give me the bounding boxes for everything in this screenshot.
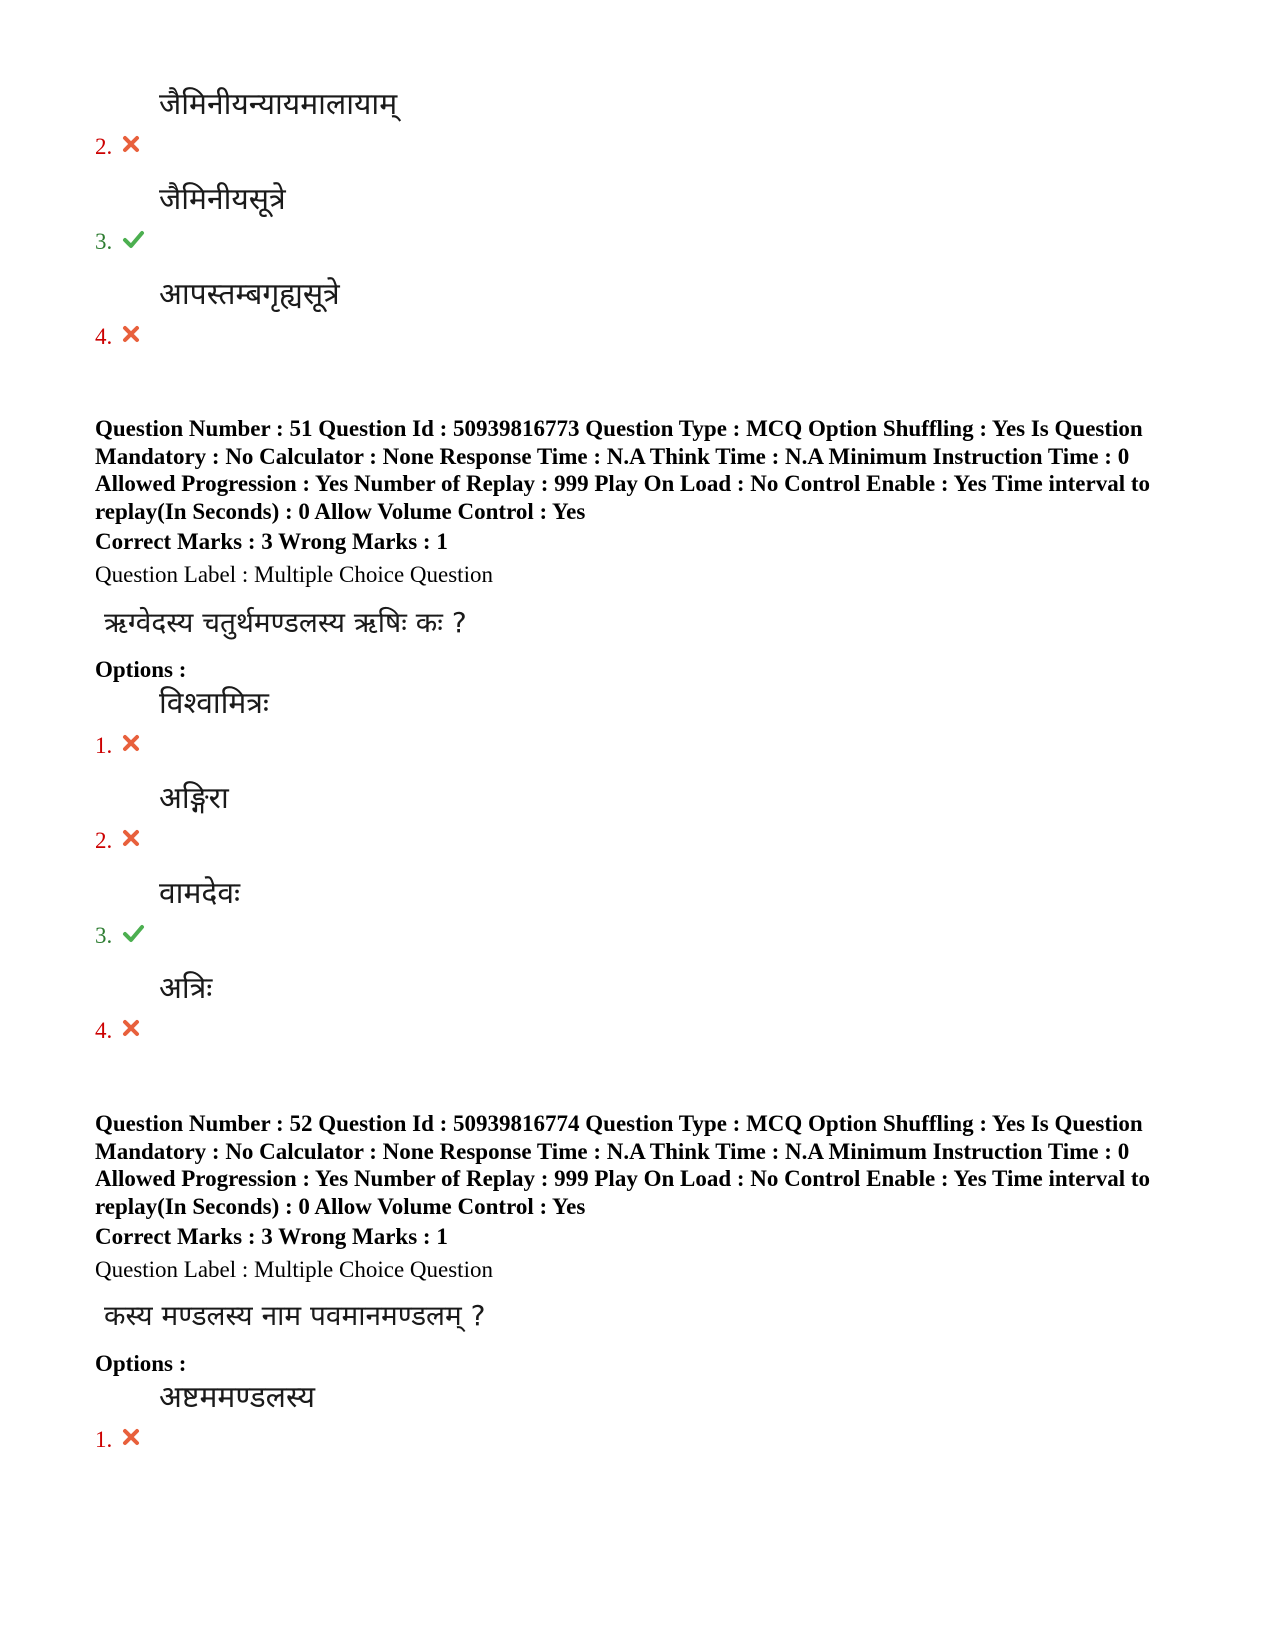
option-item [95,88,695,158]
option-number: 4. [95,324,113,349]
option-number: 2. [95,134,113,159]
question-marks: Correct Marks : 3 Wrong Marks : 1 [95,1224,448,1249]
option-text: जैमिनीयसूत्रे [159,182,286,217]
question-marks: Correct Marks : 3 Wrong Marks : 1 [95,529,448,554]
option-number: 2. [95,828,113,853]
option-text: जैमिनीयन्यायमालायाम् [159,87,398,122]
cross-icon [121,733,141,753]
question-text: कस्य मण्डलस्य नाम पवमानमण्डलम् ? [104,1299,486,1332]
option-number: 1. [95,733,113,758]
check-icon [121,229,145,249]
cross-icon [121,1018,141,1038]
option-item [95,278,695,348]
question-label: Question Label : Multiple Choice Question [95,1257,493,1282]
option-number: 3. [95,923,113,948]
option-text: आपस्तम्बगृह्यसूत्रे [159,277,340,312]
cross-icon [121,324,141,344]
option-number: 1. [95,1427,113,1452]
option-text: अष्टममण्डलस्य [159,1380,316,1415]
option-text: अङ्गिरा [159,781,229,816]
option-text: अत्रिः [159,971,213,1006]
question-text: ऋग्वेदस्य चतुर्थमण्डलस्य ऋषिः कः ? [104,606,467,639]
option-item [95,972,695,1042]
question-label: Question Label : Multiple Choice Question [95,562,493,587]
option-text: वामदेवः [159,876,241,911]
question-metadata: Question Number : 52 Question Id : 50939816774 Question Type : MCQ Option Shuffling : Yes Is Question Mandatory : No Calculator : None Response Time : N.A Think Time : N.A Minimum Instruction Time : 0 Allowed Progression : Yes Number of Replay : 999 Play On Load : No Control Enable : Yes Time interval to replay(In Seconds) : 0 Allow Volume Control : Yes [95,1111,1151,1219]
cross-icon [121,1427,141,1447]
option-item [95,782,695,852]
option-number: 4. [95,1018,113,1043]
check-icon [121,923,145,943]
option-item [95,687,695,757]
options-heading: Options : [95,1351,187,1376]
option-text: विश्वामित्रः [159,686,269,721]
option-number: 3. [95,229,113,254]
question-metadata: Question Number : 51 Question Id : 50939816773 Question Type : MCQ Option Shuffling : Yes Is Question Mandatory : No Calculator : None Response Time : N.A Think Time : N.A Minimum Instruction Time : 0 Allowed Progression : Yes Number of Replay : 999 Play On Load : No Control Enable : Yes Time interval to replay(In Seconds) : 0 Allow Volume Control : Yes [95,416,1151,524]
option-item [95,1381,695,1451]
option-item [95,877,695,947]
option-item [95,183,695,253]
cross-icon [121,828,141,848]
cross-icon [121,134,141,154]
options-heading: Options : [95,657,187,682]
